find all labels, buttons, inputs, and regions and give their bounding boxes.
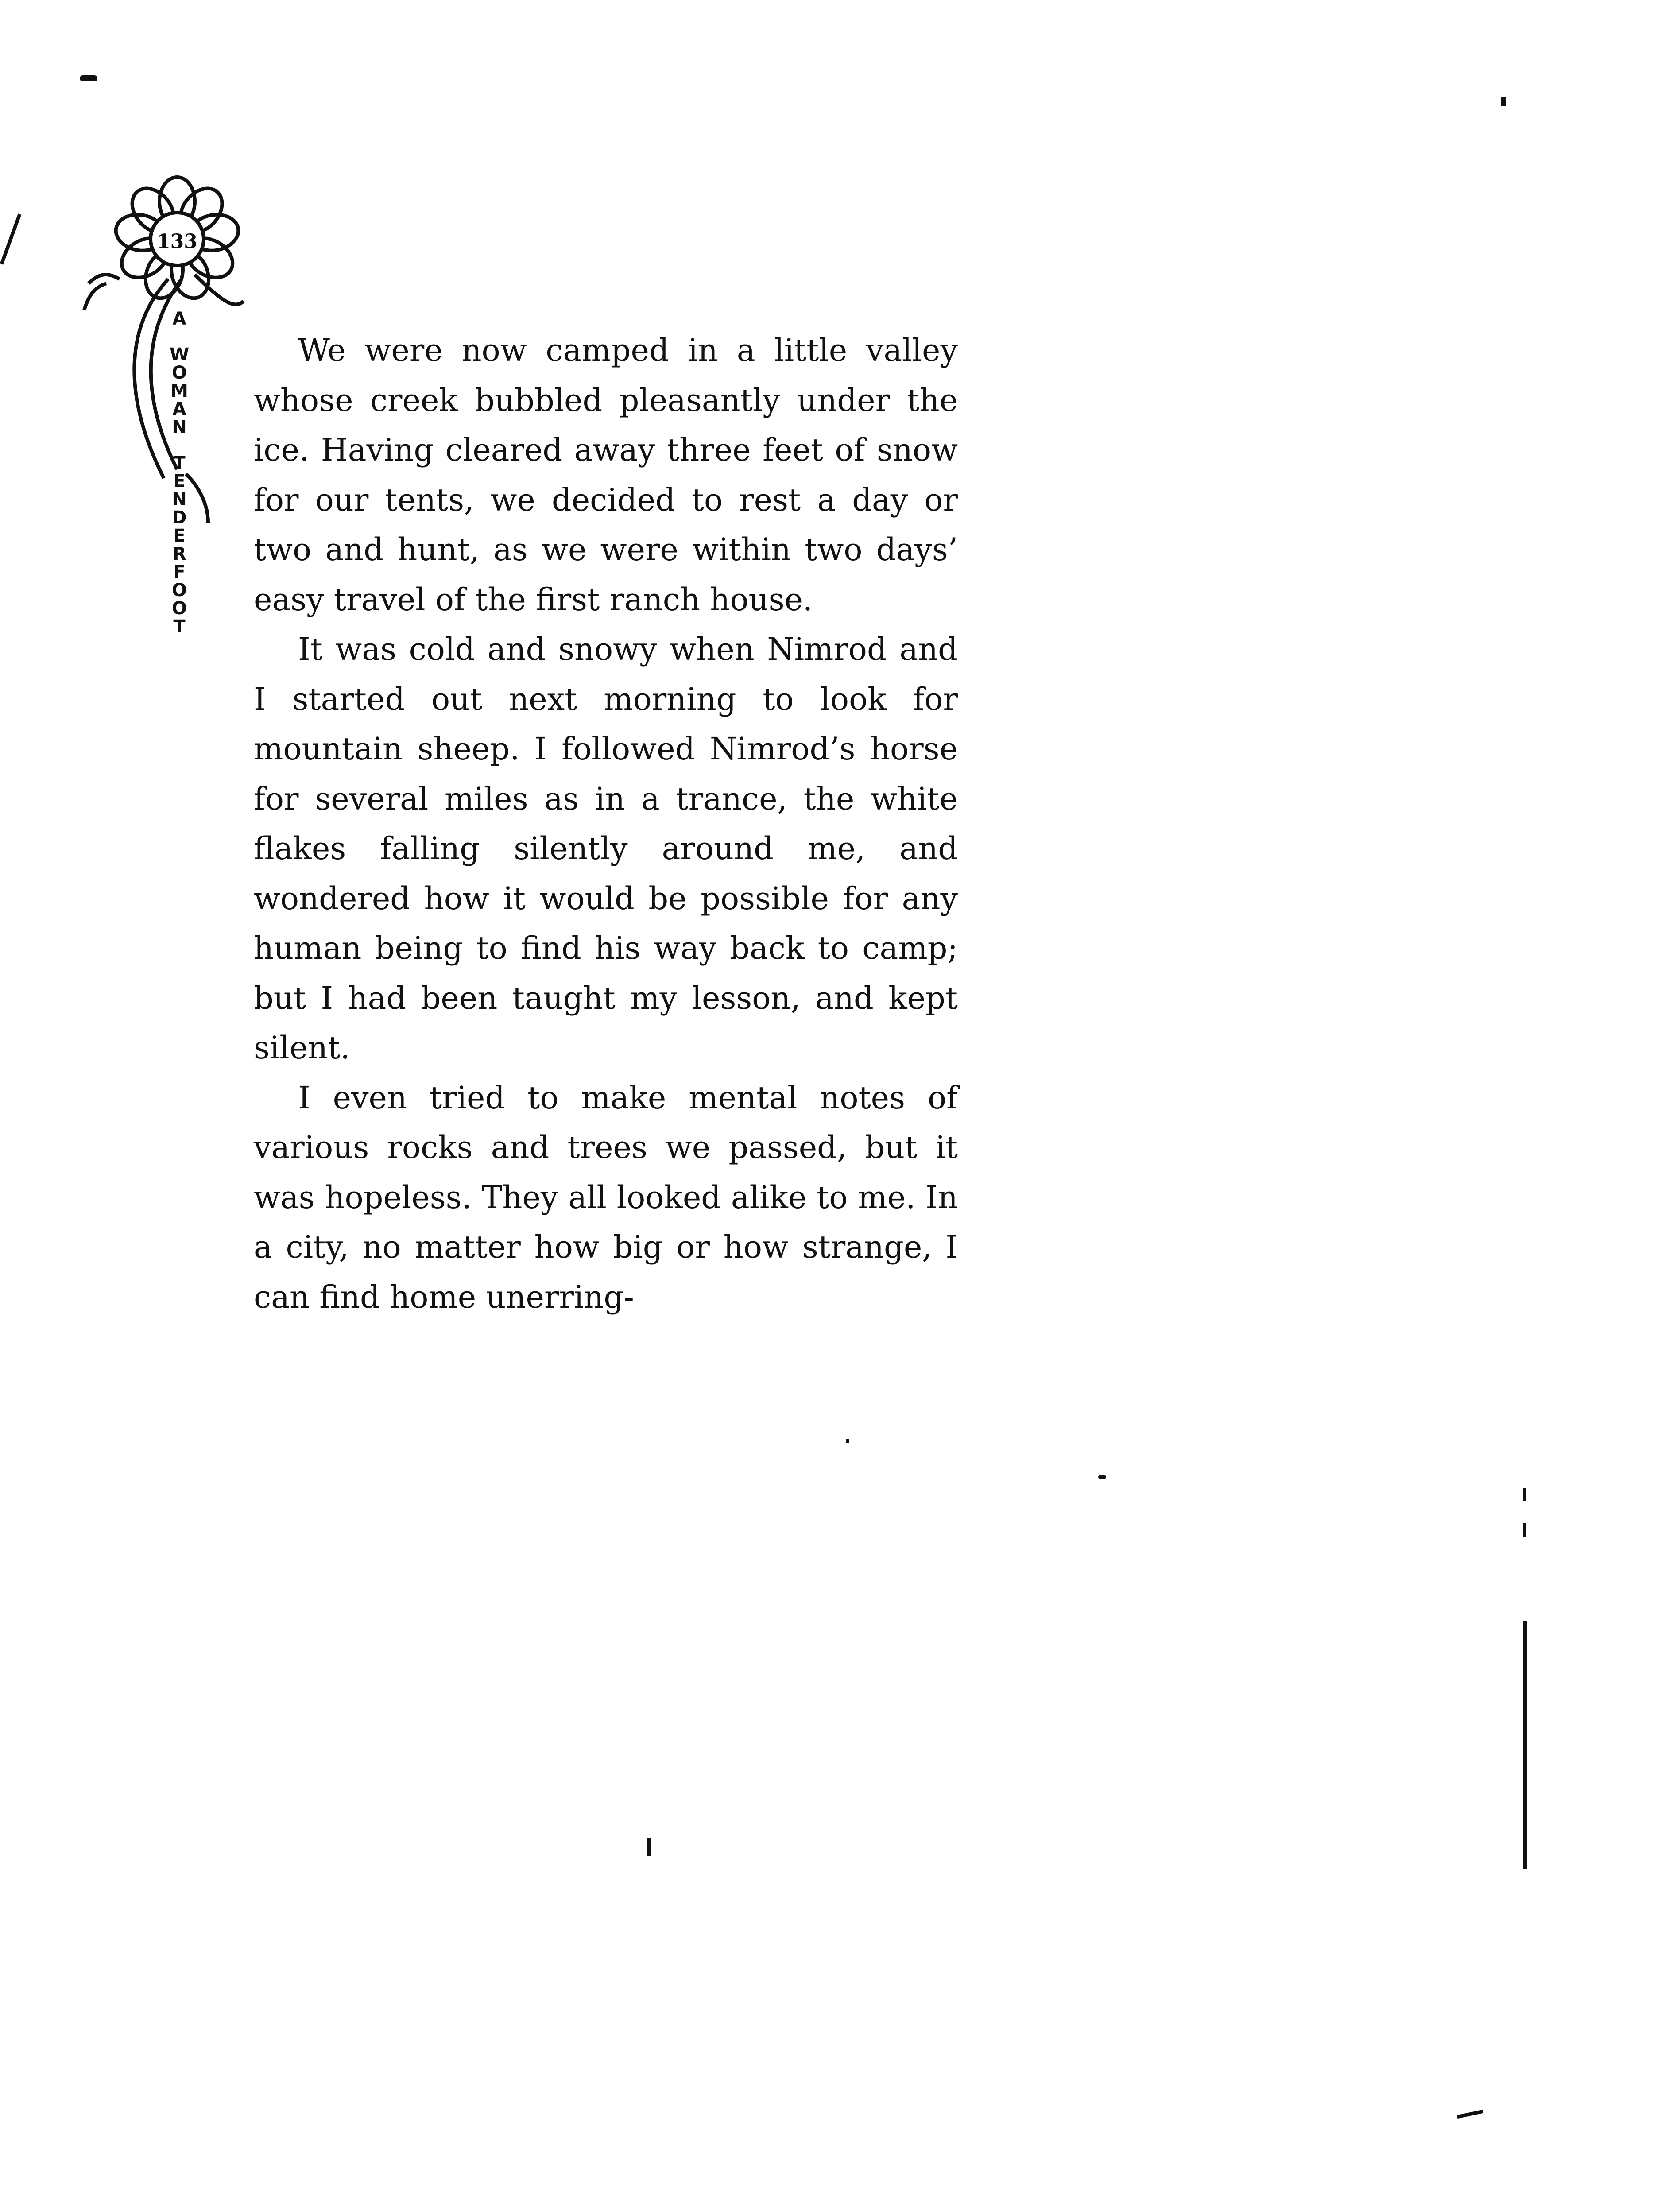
running-head-letter: N [172, 417, 187, 438]
scan-speck [846, 1439, 849, 1443]
flower-ornament [75, 168, 261, 713]
running-head [166, 310, 193, 636]
scan-speck [1098, 1475, 1106, 1479]
page-number: 133 [157, 230, 197, 253]
running-head-word-2 [170, 346, 189, 437]
running-head-word-3 [172, 454, 187, 636]
running-head-letter: T [173, 616, 186, 637]
running-head-letter: N [172, 489, 187, 510]
paragraph: It was cold and snowy when Nimrod and I started out next morning to look for mountain sheep. I followed Nimrod’s horse for several miles as in a trance, the white flakes falling silently around me, and wondered how it would be possible for any human being to find his way back to camp; but I had been taught my lesson, and kept silent. [254, 631, 958, 1066]
scan-speck [1457, 2110, 1483, 2119]
running-head-letter: A [172, 399, 186, 419]
scan-speck [647, 1838, 651, 1856]
scan-speck [1501, 97, 1506, 106]
running-head-letter: O [171, 598, 187, 619]
body-text [254, 325, 958, 1322]
scan-speck [0, 213, 21, 264]
running-head-letter: D [172, 507, 187, 528]
scan-speck [1523, 1488, 1526, 1501]
running-head-letter: R [172, 544, 186, 564]
running-head-letter: M [170, 381, 188, 401]
scan-speck [80, 75, 97, 81]
running-head-letter: O [171, 363, 187, 383]
paragraph: I even tried to make mental notes of various rocks and trees we passed, but it was hopeless. They all looked alike to me. In a city, no matter how big or how strange, I can find home unerring- [254, 1079, 958, 1315]
running-head-letter: E [173, 471, 186, 492]
running-head-letter: W [169, 345, 190, 365]
running-head-letter: F [173, 562, 186, 582]
running-head-letter: O [171, 580, 187, 600]
running-head-word-1 [173, 310, 186, 328]
scan-line-right [1523, 1621, 1527, 1869]
paragraph: We were now camped in a little valley whose creek bubbled pleasantly under the ice. Having cleared away three feet of snow for our tents, we decided to rest a day or two and hunt, as we were within two days’ easy travel of the first ranch house. [254, 332, 958, 618]
scan-speck [1523, 1523, 1526, 1537]
running-head-letter: T [173, 453, 186, 473]
running-head-letter: E [173, 526, 186, 546]
running-head-text: A [172, 309, 186, 329]
